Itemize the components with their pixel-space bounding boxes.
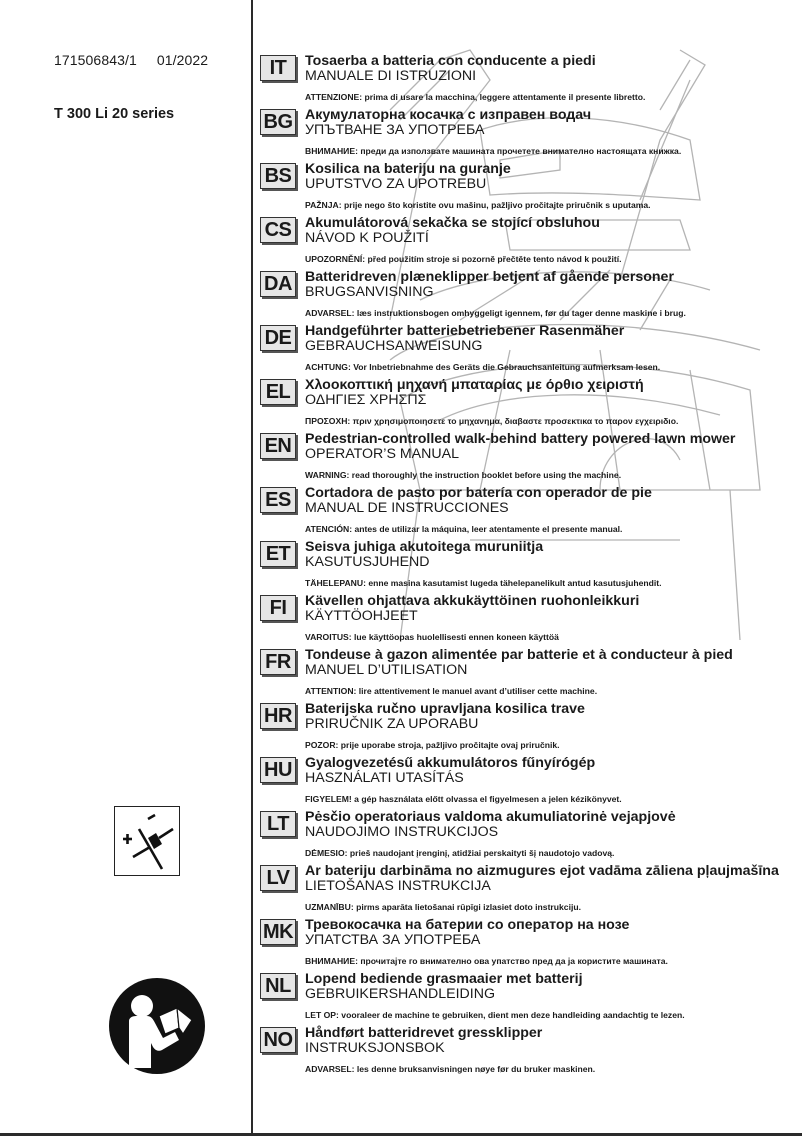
language-code-badge: NL [260,973,296,999]
language-list [258,53,798,1079]
manual-title: GEBRUIKERSHANDLEIDING [305,986,495,1002]
language-entry-et [258,539,798,593]
language-code-badge: CS [260,217,296,243]
language-code-badge: EN [260,433,296,459]
document-date: 01/2022 [156,52,209,68]
document-number: 171506843/1 [54,52,137,68]
product-title: Handgeführter batteriebetriebener Rasenmäher [305,323,625,339]
language-entry-fi [258,593,798,647]
vertical-divider [251,0,253,1136]
warning-text: TÄHELEPANU: enne masina kasutamist lugeda tähelepanelikult antud kasutusjuhendit. [305,578,662,588]
warning-text: PAŽNJA: prije nego što koristite ovu mašinu, pažljivo pročitajte priručnik s uputama. [305,200,651,210]
product-title: Акумулаторна косачка с изправен водач [305,107,592,123]
language-entry-nl [258,971,798,1025]
language-entry-it [258,53,798,107]
warning-text: POZOR: prije uporabe stroja, pažljivo pročitajte ovaj priručnik. [305,740,560,750]
language-entry-en [258,431,798,485]
warning-text: FIGYELEM! a gép használata előtt olvassa el figyelmesen a jelen kézikönyvet. [305,794,622,804]
product-title: Gyalogvezetésű akkumulátoros fűnyírógép [305,755,596,771]
manual-title: NAUDOJIMO INSTRUKCIJOS [305,824,499,840]
language-entry-bs [258,161,798,215]
language-code-badge: LT [260,811,296,837]
product-title: Kävellen ohjattava akkukäyttöinen ruohonleikkuri [305,593,640,609]
manual-title: BRUGSANVISNING [305,284,434,300]
language-entry-no [258,1025,798,1079]
warning-text: VAROITUS: lue käyttöopas huolellisesti ennen koneen käyttöä [305,632,559,642]
warning-text: UZMANĪBU: pirms aparāta lietošanai rūpīgi izlasiet doto instrukciju. [305,902,581,912]
language-entry-fr [258,647,798,701]
product-title: Tondeuse à gazon alimentée par batterie et à conducteur à pied [305,647,733,663]
language-code-badge: NO [260,1027,296,1053]
battery-polarity-icon [114,806,180,876]
manual-title: MANUAL DE INSTRUCCIONES [305,500,509,516]
manual-title: OPERATOR’S MANUAL [305,446,459,462]
battery-polarity-glyph [115,807,178,874]
warning-text: ATTENTION: lire attentivement le manuel avant d’utiliser cette machine. [305,686,598,696]
manual-title: UPUTSTVO ZA UPOTREBU [305,176,487,192]
language-code-badge: MK [260,919,296,945]
language-code-badge: HU [260,757,296,783]
product-title: Seisva juhiga akutoitega muruniitja [305,539,544,555]
manual-title: ΟΔΗΓΙΕΣ ΧΡΗΣΠΣ [305,392,427,408]
warning-text: LET OP: vooraleer de machine te gebruiken, dient men deze handleiding aandachtig te lezen. [305,1010,685,1020]
product-title: Pedestrian-controlled walk-behind battery powered lawn mower [305,431,736,447]
read-manual-glyph [107,976,207,1076]
warning-text: UPOZORNĚNÍ: před použitím stroje si pozorně přečtěte tento návod k použití. [305,254,622,264]
language-code-badge: HR [260,703,296,729]
manual-title: INSTRUKSJONSBOK [305,1040,445,1056]
language-entry-cs [258,215,798,269]
manual-title: NÁVOD K POUŽITÍ [305,230,429,246]
product-title: Lopend bediende grasmaaier met batterij [305,971,583,987]
language-entry-hu [258,755,798,809]
product-title: Ar bateriju darbināma no aizmugures ejot vadāma zāliena pļaujmašīna [305,863,779,879]
language-code-badge: DA [260,271,296,297]
language-entry-bg [258,107,798,161]
manual-title: УПАТСТВА ЗА УПОТРЕБА [305,932,481,948]
manual-title: MANUEL D’UTILISATION [305,662,468,678]
language-entry-es [258,485,798,539]
manual-title: MANUALE DI ISTRUZIONI [305,68,477,84]
language-code-badge: DE [260,325,296,351]
language-entry-de [258,323,798,377]
language-entry-mk [258,917,798,971]
warning-text: ATENCIÓN: antes de utilizar la máquina, leer atentamente el presente manual. [305,524,623,534]
warning-text: ВНИМАНИЕ: преди да използвате машината прочетете внимателно настоящата книжка. [305,146,682,156]
language-code-badge: EL [260,379,296,405]
language-code-badge: BG [260,109,296,135]
warning-text: ADVARSEL: les denne bruksanvisningen nøye før du bruker maskinen. [305,1064,596,1074]
model-name: T 300 Li 20 series [54,106,175,122]
warning-text: ΠΡΟΣΟΧΗ: πριν χρησιμοποιησετε το μηχανημα, διαβαστε προσεκτικα το παρον εγχειριδιο. [305,416,679,426]
read-manual-icon [107,976,207,1076]
product-title: Håndført batteridrevet gressklipper [305,1025,543,1041]
manual-title: PRIRUČNIK ZA UPORABU [305,716,479,732]
product-title: Cortadora de pasto por batería con operador de pie [305,485,652,501]
document-number-line [54,52,208,68]
language-entry-el [258,377,798,431]
language-entry-da [258,269,798,323]
manual-title: LIETOŠANAS INSTRUKCIJA [305,878,491,894]
language-entry-lv [258,863,798,917]
warning-text: WARNING: read thoroughly the instruction booklet before using the machine. [305,470,622,480]
language-code-badge: IT [260,55,296,81]
language-code-badge: ES [260,487,296,513]
warning-text: ADVARSEL: læs instruktionsbogen omhyggeligt igennem, før du tager denne maskine i brug. [305,308,686,318]
language-code-badge: LV [260,865,296,891]
language-code-badge: FR [260,649,296,675]
manual-title: KASUTUSJUHEND [305,554,430,570]
product-title: Kosilica na bateriju na guranje [305,161,511,177]
manual-title: HASZNÁLATI UTASÍTÁS [305,770,464,786]
language-code-badge: BS [260,163,296,189]
warning-text: ATTENZIONE: prima di usare la macchina, leggere attentamente il presente libretto. [305,92,646,102]
product-title: Baterijska ručno upravljana kosilica trave [305,701,585,717]
warning-text: ВНИМАНИЕ: прочитајте го внимателно ова упатство пред да ја користите машината. [305,956,668,966]
product-title: Pėsčio operatoriaus valdoma akumuliatorinė vejapjovė [305,809,676,825]
warning-text: DĖMESIO: prieš naudojant įrenginį, atidžiai perskaityti šį naudotojo vadovą. [305,848,615,858]
language-code-badge: FI [260,595,296,621]
manual-title: УПЪТВАНЕ ЗА УПОТРЕБА [305,122,485,138]
warning-text: ACHTUNG: Vor Inbetriebnahme des Geräts die Gebrauchsanleitung aufmerksam lesen. [305,362,661,372]
product-title: Χλοοκοπτική μηχανή μπαταρίας με όρθιο χειριστή [305,377,644,393]
manual-title: GEBRAUCHSANWEISUNG [305,338,483,354]
manual-title: KÄYTTÖOHJEET [305,608,418,624]
product-title: Tosaerba a batteria con conducente a piedi [305,53,596,69]
product-title: Akumulátorová sekačka se stojící obsluhou [305,215,600,231]
product-title: Batteridreven plæneklipper betjent af gående personer [305,269,674,285]
language-entry-hr [258,701,798,755]
language-entry-lt [258,809,798,863]
language-code-badge: ET [260,541,296,567]
product-title: Тревокосачка на батерии со оператор на нозе [305,917,630,933]
